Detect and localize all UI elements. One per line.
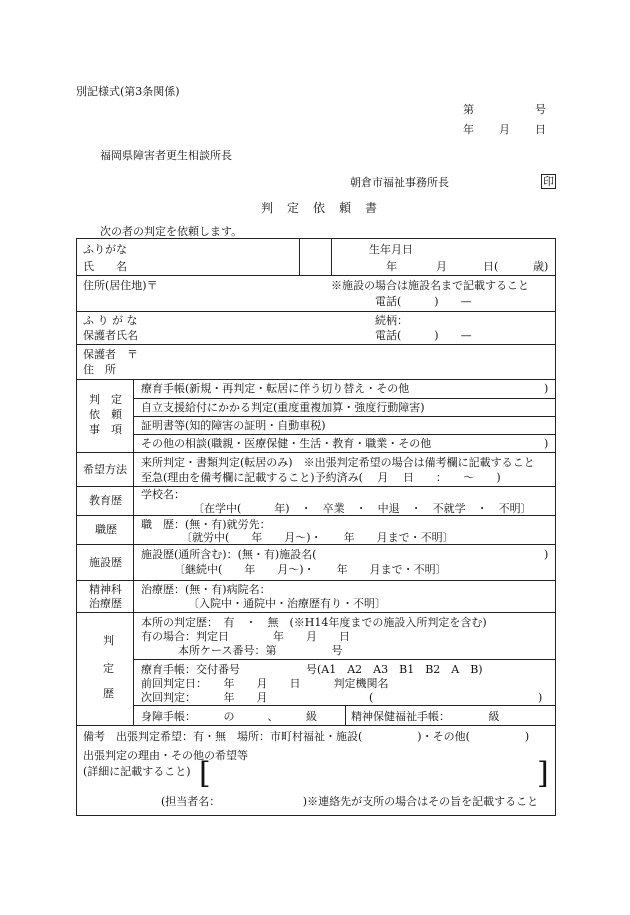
guardian-address-sub-label: 住 所 [83,363,116,376]
facility-line-2: 〔継続中( 年 月〜)・ 年 月まで・不明〕 [174,563,447,576]
left-bracket: [ [199,756,211,791]
staff-name: (担当者名： )※連絡先が支所の場合はその旨を記載すること [161,795,539,808]
form-label: 別記様式(第3条関係) [76,85,180,98]
address-label: 住所(居住地)〒 [83,279,158,292]
guardian-furigana-label: ふ り が な [83,314,138,327]
method-label: 希望方法 [83,463,127,476]
facility-note: ※施設の場合は施設名まで記載すること [331,279,529,292]
guardian-phone-label: 電話( ) — [375,329,472,342]
history-line-6: 次回判定： 年 月 [141,691,268,704]
birth-label: 生年月日 [369,243,413,256]
psych-line-1: 治療歴：(無・有)病院名： [141,583,271,596]
birth-month-label: 月 [436,260,447,273]
facility-label: 施設歴 [89,556,122,569]
judgement-item-4: その他の相談(職親・医療保健・生活・教育・職業・その他 [141,437,432,450]
name-furigana-label: ふりがな [83,243,127,256]
judgement-item-3: 証明書等(知的障害の証明・自動車税) [141,419,326,432]
work-line-2: 〔就労中( 年 月〜)・ 年 月まで・不明〕 [181,531,454,544]
facility-line-1: 施設歴(通所含む)：(無・有)施設名( [141,548,317,561]
psych-label-1: 精神科 [89,583,122,596]
date-day: 日 [535,123,546,136]
birth-year-label: 年 [386,260,397,273]
judgement-item-2: 自立支援給付にかかる判定(重度重複加算・強度行動障害) [141,401,425,414]
history-label-1: 判 [103,634,114,647]
history-line-6-close: ) [538,691,543,704]
psych-line-2: 〔入院中・通院中・治療歴有り・不明〕 [188,597,386,610]
addressee: 福岡県障害者更生相談所長 [100,149,232,162]
disability-handbook: 身障手帳： の 、 級 [141,710,317,723]
mental-handbook: 精神保健福祉手帳： 級 [351,710,500,723]
number-dai: 第 [463,103,474,116]
work-line-1: 職 歴：(無・有)就労先： [141,518,271,531]
relation-label: 続柄： [375,314,408,327]
history-line-6-open: ( [369,691,374,704]
birth-day-label: 日( [483,260,499,273]
judgement-label-1: 判 定 [89,393,122,406]
history-label-2: 定 [103,662,114,675]
method-line-1: 来所判定・書類判定(転居のみ) ※出張判定希望の場合は備考欄に記載すること [141,456,535,469]
history-label-3: 歴 [103,687,114,700]
judgement-item-1-close: ) [544,382,549,395]
right-bracket: ] [537,756,549,791]
date-year: 年 [463,123,474,136]
history-line-3: 本所ケース番号：第 号 [178,644,343,657]
history-line-1: 本所の判定歴： 有 ・ 無 (※H14年度までの施設入所判定を含む) [141,616,487,629]
number-go: 号 [535,103,546,116]
history-line-4: 療育手帳：交付番号 号(A1 A2 A3 B1 B2 A B) [141,663,483,676]
judgement-label-2: 依 頼 [89,408,122,421]
history-line-5: 前回判定日： 年 月 日 判定機関名 [141,677,389,690]
remarks-line-2: 出張判定の理由・その他の希望等 [83,749,248,762]
seal-stamp: 印 [543,175,554,188]
history-line-2: 有の場合：判定日 年 月 日 [141,630,350,643]
facility-line-1-close: ) [544,548,549,561]
education-line-1: 学校名： [141,488,185,501]
education-line-2: 〔在学中( 年) ・ 卒業 ・ 中退 ・ 不就学 ・ 不明〕 [193,502,532,515]
remarks-line-3: (詳細に記載すること) [83,765,191,778]
judgement-item-4-close: ) [544,437,549,450]
psych-label-2: 治療歴 [89,597,122,610]
remarks-line-1: 備考 出張判定希望：有・無 場所：市町村福祉・施設( )・その他( ) [83,730,530,743]
education-label: 教育歴 [89,494,122,507]
guardian-name-label: 保護者氏名 [83,329,138,342]
method-line-2: 至急(理由を備考欄に記載すること)予約済み( 月 日 ： 〜 ) [141,471,501,484]
guardian-address-label: 保護者 〒 [83,348,138,361]
intro-text: 次の者の判定を依頼します。 [100,225,243,238]
name-label: 氏 名 [83,260,127,273]
date-month: 月 [499,123,510,136]
document-title: 判 定 依 頼 書 [261,201,379,215]
phone-label: 電話( ) — [375,295,472,308]
birth-age-label: 歳) [533,260,549,273]
judgement-item-1: 療育手帳(新規・再判定・転居に伴う切り替え・その他 [141,382,410,395]
work-label: 職歴 [95,523,117,536]
sender: 朝倉市福祉事務所長 [350,176,449,189]
judgement-label-3: 事 項 [89,423,122,436]
request-form [76,238,556,816]
